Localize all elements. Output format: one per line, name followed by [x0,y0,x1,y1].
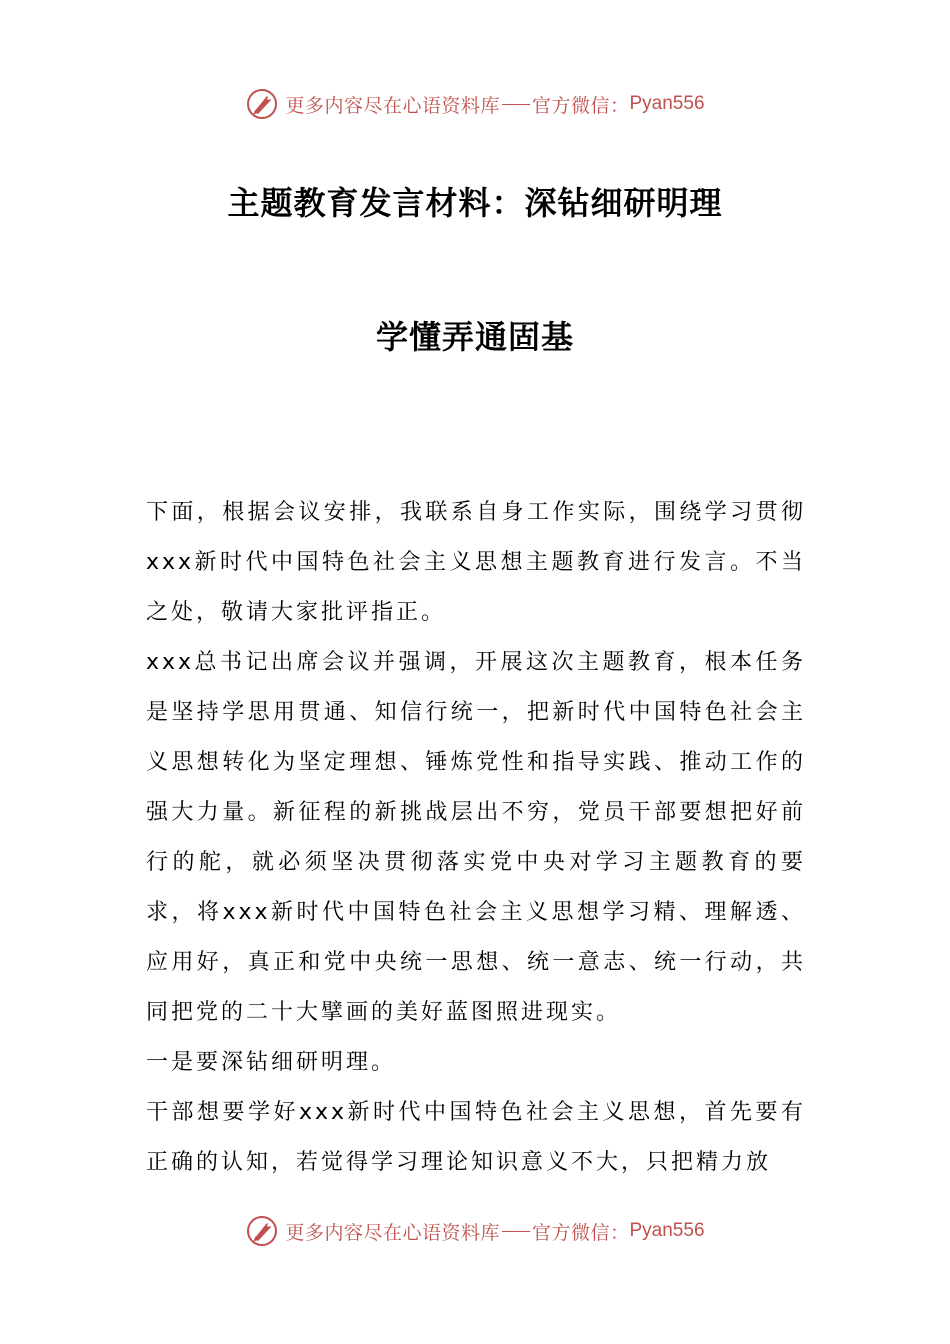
paragraph: xxx总书记出席会议并强调，开展这次主题教育，根本任务是坚持学思用贯通、知信行统一，把新时代中国特色社会主义思想转化为坚定理想、锤炼党性和指导实践、推动工作的强大力量。新征程的新挑战层出不穷，党员干部要想把好前行的舵，就必须坚决贯彻落实党中央对学习主题教育的要求，将xxx新时代中国特色社会主义思想学习精、理解透、应用好，真正和党中央统一思想、统一意志、统一行动，共同把党的二十大擘画的美好蓝图照进现实。 [146,650,806,1025]
paragraph: 下面，根据会议安排，我联系自身工作实际，围绕学习贯彻xxx新时代中国特色社会主义思想主题教育进行发言。不当之处，敬请大家批评指正。 [146,500,806,625]
watermark-dash [502,104,530,105]
paragraph: 干部想要学好xxx新时代中国特色社会主义思想，首先要有正确的认知，若觉得学习理论知识意义不大，只把精力放 [146,1100,806,1175]
watermark-footer [0,1211,950,1251]
watermark-wechat-label: 官方微信： [531,94,630,117]
pen-nib-logo-icon [245,87,279,121]
watermark-wechat-label: 官方微信： [531,1221,630,1244]
document-title-line1: 主题教育发言材料：深钻细研明理 [227,184,723,222]
watermark-dash [502,1231,530,1232]
watermark-header [0,84,950,124]
document-body [146,488,806,1188]
pen-nib-logo-icon [245,1214,279,1248]
watermark-wechat-id: Pyan556 [629,93,705,114]
watermark-text: 更多内容尽在心语资料库 [285,1221,500,1244]
watermark-text: 更多内容尽在心语资料库 [285,94,500,117]
document-title-line2: 学懂弄通固基 [375,318,574,356]
paragraph: 一是要深钻细研明理。 [146,1050,397,1075]
watermark-wechat-id: Pyan556 [629,1220,705,1241]
